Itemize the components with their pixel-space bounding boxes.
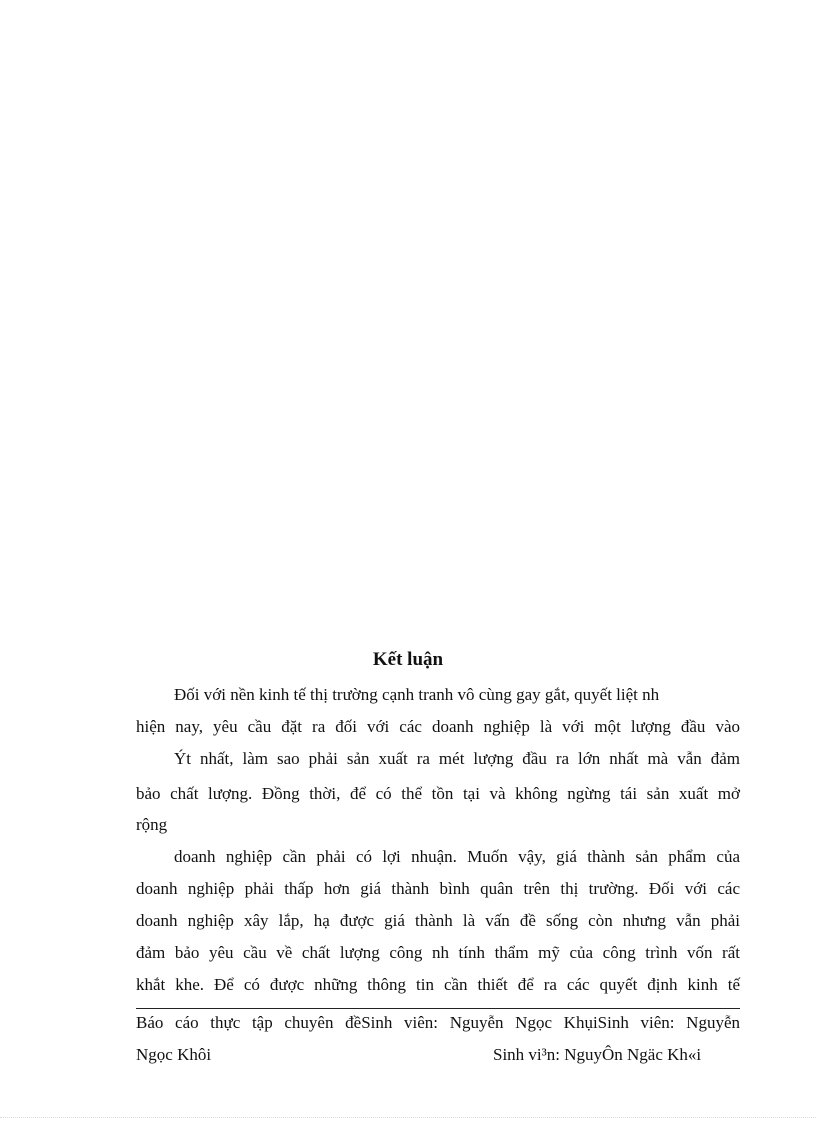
paragraph-line-6: doanh nghiệp cần phải có lợi nhuận. Muốn vậy, giá thành sản phẩm của — [174, 847, 740, 866]
paragraph-line-9: đảm bảo yêu cầu về chất lượng công nh tính thẩm mỹ của công trình vốn rất — [136, 943, 740, 962]
paragraph-line-4: bảo chất lượng. Đồng thời, để có thể tồn tại và không ngừng tái sản xuất mở — [136, 784, 740, 803]
footer-line-2-right: Sinh vi³n: NguyÔn Ngäc Kh«i — [493, 1045, 702, 1064]
page-bottom-border — [0, 1117, 816, 1118]
paragraph-line-3: Ýt nhất, làm sao phải sản xuất ra mét lượng đầu ra lớn nhất mà vẫn đảm — [174, 749, 740, 768]
footer-line-1: Báo cáo thực tập chuyên đềSinh viên: Nguyễn Ngọc KhụiSinh viên: Nguyễn — [136, 1013, 740, 1032]
paragraph-line-2: hiện nay, yêu cầu đặt ra đối với các doanh nghiệp là với một lượng đầu vào — [136, 717, 740, 736]
footer-divider — [136, 1008, 740, 1009]
paragraph-line-8: doanh nghiệp xây lắp, hạ được giá thành là vấn đề sống còn nhưng vẫn phải — [136, 911, 740, 930]
paragraph-line-10: khắt khe. Để có được những thông tin cần thiết để ra các quyết định kinh tế — [136, 975, 740, 994]
document-title: Kết luận — [372, 649, 444, 670]
paragraph-line-1: Đối với nền kinh tế thị trường cạnh tranh vô cùng gay gắt, quyết liệt nh — [174, 685, 660, 704]
footer-line-2-left: Ngọc Khôi — [136, 1045, 212, 1064]
paragraph-line-5: rộng — [136, 815, 168, 834]
paragraph-line-7: doanh nghiệp phải thấp hơn giá thành bình quân trên thị trường. Đối với các — [136, 879, 740, 898]
